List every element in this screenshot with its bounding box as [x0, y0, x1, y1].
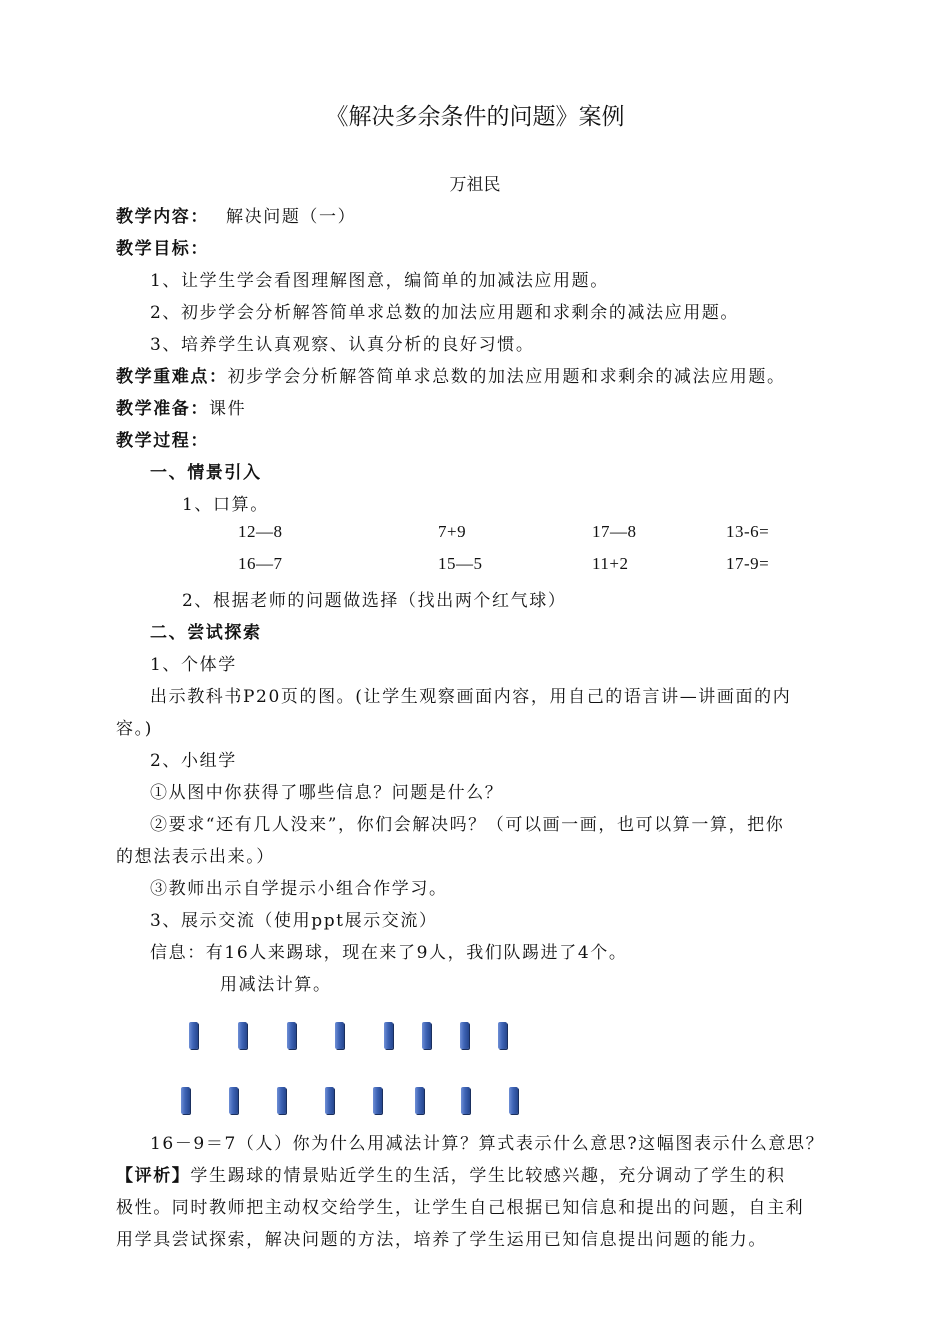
calc-item: 12—8 [238, 522, 283, 541]
comment-line3: 用学具尝试探索，解决问题的方法，培养了学生运用已知信息提出问题的能力。 [116, 1230, 767, 1250]
section1-heading: 一、情景引入 [150, 463, 262, 483]
comment-label: 【评析】 [116, 1166, 191, 1186]
document-title: 《解决多余条件的问题》案例 [325, 104, 625, 130]
question-2-line2: 的想法表示出来。） [116, 847, 275, 867]
teaching-content [116, 202, 356, 227]
preparation-value: 课件 [209, 399, 247, 419]
goals-label: 教学目标： [116, 239, 209, 259]
rod-icon [461, 1087, 470, 1114]
goal-item-2: 2、初步学会分析解答简单求总数的加法应用题和求剩余的减法应用题。 [150, 303, 740, 323]
calc-item: 13-6= [726, 522, 770, 541]
question-1: ①从图中你获得了哪些信息？问题是什么？ [150, 783, 504, 803]
rod-icon [373, 1087, 382, 1114]
calc-item: 17-9= [726, 554, 770, 573]
rod-icon [460, 1022, 469, 1049]
rod-icon [229, 1087, 238, 1114]
goal-item-3: 3、培养学生认真观察、认真分析的良好习惯。 [150, 335, 535, 355]
question-3: ③教师出示自学提示小组合作学习。 [150, 879, 448, 899]
rod-icon [335, 1022, 344, 1049]
show-textbook-line2: 容。) [116, 719, 153, 739]
calc-item: 17—8 [592, 522, 637, 541]
show-textbook-line1: 出示教科书P20页的图。(让学生观察画面内容，用自己的语言讲—讲画面的内 [150, 687, 792, 707]
choose-balloons: 2、根据老师的问题做选择（找出两个红气球） [182, 591, 567, 611]
key-point-value: 初步学会分析解答简单求总数的加法应用题和求剩余的减法应用题。 [227, 367, 786, 387]
rod-icon [287, 1022, 296, 1049]
key-point [116, 362, 786, 387]
exchange: 3、展示交流（使用ppt展示交流） [150, 911, 438, 931]
rod-icon [509, 1087, 518, 1114]
info-line: 信息：有16人来踢球，现在来了9人，我们队踢进了4个。 [150, 943, 628, 963]
group-study: 2、小组学 [150, 751, 237, 771]
process-label: 教学过程： [116, 431, 209, 451]
comment-line1 [116, 1161, 786, 1186]
calc-item: 11+2 [592, 554, 629, 573]
preparation [116, 394, 246, 419]
author: 万祖民 [449, 175, 501, 195]
rod-icon [415, 1087, 424, 1114]
goal-item-1: 1、让学生学会看图理解图意，编简单的加减法应用题。 [150, 271, 609, 291]
rod-icon [189, 1022, 198, 1049]
preparation-label: 教学准备： [116, 399, 209, 419]
individual-study: 1、个体学 [150, 655, 237, 675]
calc-item: 16—7 [238, 554, 283, 573]
question-2-line1: ②要求“还有几人没来”，你们会解决吗？（可以画一画，也可以算一算，把你 [150, 815, 785, 835]
calc-item: 15—5 [438, 554, 483, 573]
rod-icon [238, 1022, 247, 1049]
rod-icon [498, 1022, 507, 1049]
method-line: 用减法计算。 [220, 975, 332, 995]
teaching-content-label: 教学内容： [116, 207, 209, 227]
comment-text-1: 学生踢球的情景贴近学生的生活，学生比较感兴趣，充分调动了学生的积 [190, 1166, 786, 1186]
comment-line2: 极性。同时教师把主动权交给学生，让学生自己根据已知信息和提出的问题，自主利 [116, 1198, 805, 1218]
rod-icon [384, 1022, 393, 1049]
rod-icon [325, 1087, 334, 1114]
calc-item: 7+9 [438, 522, 467, 541]
equation-line: 16－9＝7（人）你为什么用减法计算？算式表示什么意思?这幅图表示什么意思？ [150, 1134, 825, 1154]
rod-icon [181, 1087, 190, 1114]
key-point-label: 教学重难点： [116, 367, 228, 387]
rod-icon [422, 1022, 431, 1049]
section2-heading: 二、尝试探索 [150, 623, 262, 643]
rod-icon [277, 1087, 286, 1114]
teaching-content-value: 解决问题（一） [226, 207, 357, 227]
oral-calc-label: 1、口算。 [182, 495, 269, 515]
